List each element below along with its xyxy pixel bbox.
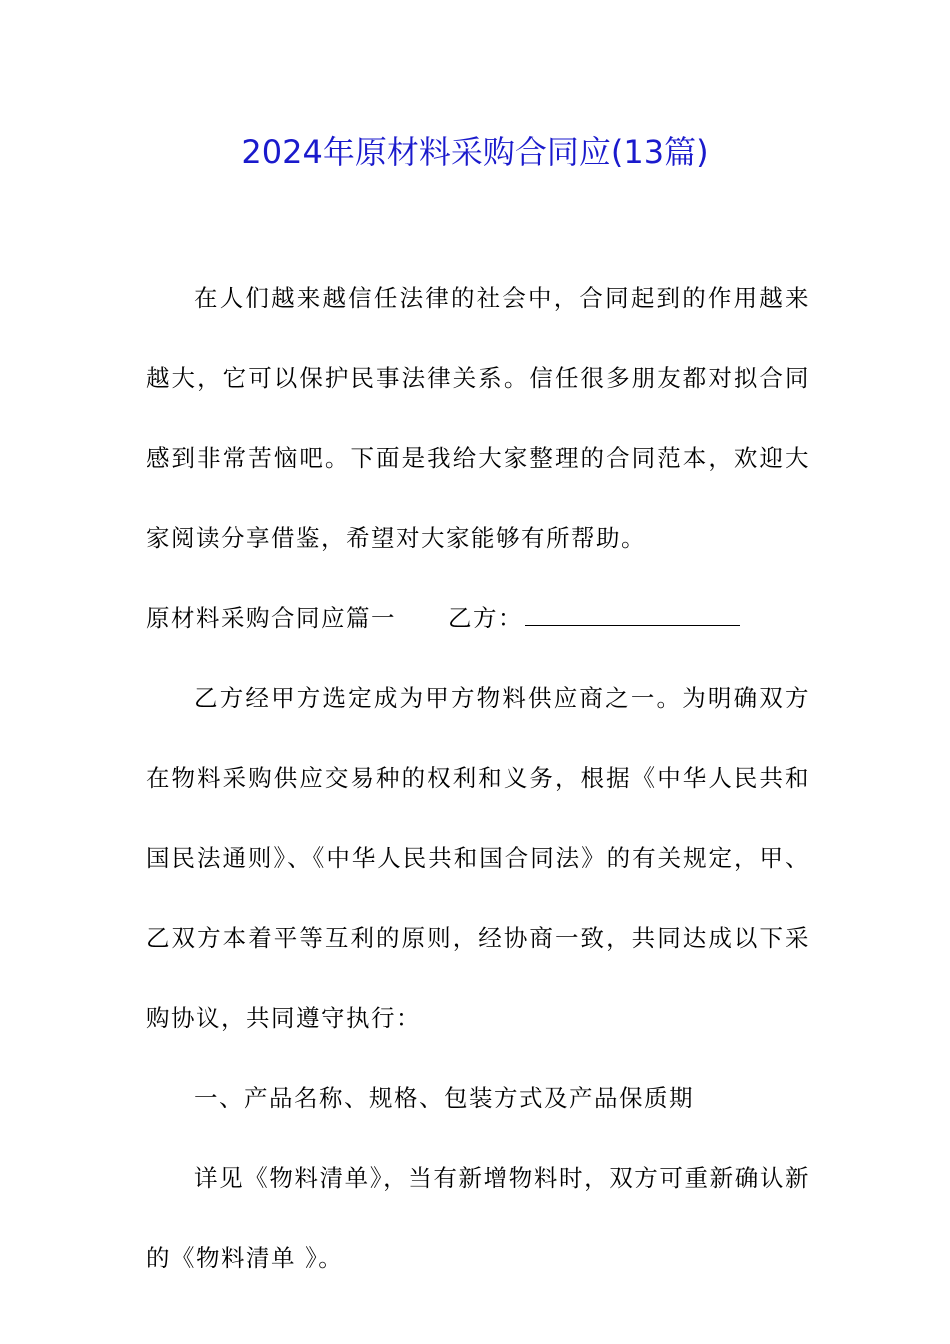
- contract-paragraph: 乙方经甲方选定成为甲方物料供应商之一。为明确双方在物料采购供应交易种的权利和义务，根据《中华人民共和国民法通则》、《中华人民共和国合同法》的有关规定，甲、乙双方本着平等互利的原则，经协商一致，共同达成以下采购协议，共同遵守执行：: [146, 684, 810, 1032]
- intro-paragraph: 在人们越来越信任法律的社会中，合同起到的作用越来越大，它可以保护民事法律关系。信任很多朋友都对拟合同感到非常苦恼吧。下面是我给大家整理的合同范本，欢迎大家阅读分享借鉴，希望对大家能够有所帮助。: [146, 284, 810, 552]
- document-body: [146, 258, 810, 1298]
- document-title: 2024年原材料采购合同应(13篇): [241, 133, 709, 171]
- section-heading-line: [146, 578, 810, 658]
- clause-1-text: 详见《物料清单》，当有新增物料时，双方可重新确认新的《物料清单 》。: [146, 1164, 810, 1272]
- section-heading: 原材料采购合同应篇一: [146, 604, 396, 632]
- clause-1-heading: 一、产品名称、规格、包装方式及产品保质期: [194, 1084, 694, 1112]
- party-b-blank-line: [525, 603, 740, 626]
- party-b-label: 乙方：: [448, 604, 523, 632]
